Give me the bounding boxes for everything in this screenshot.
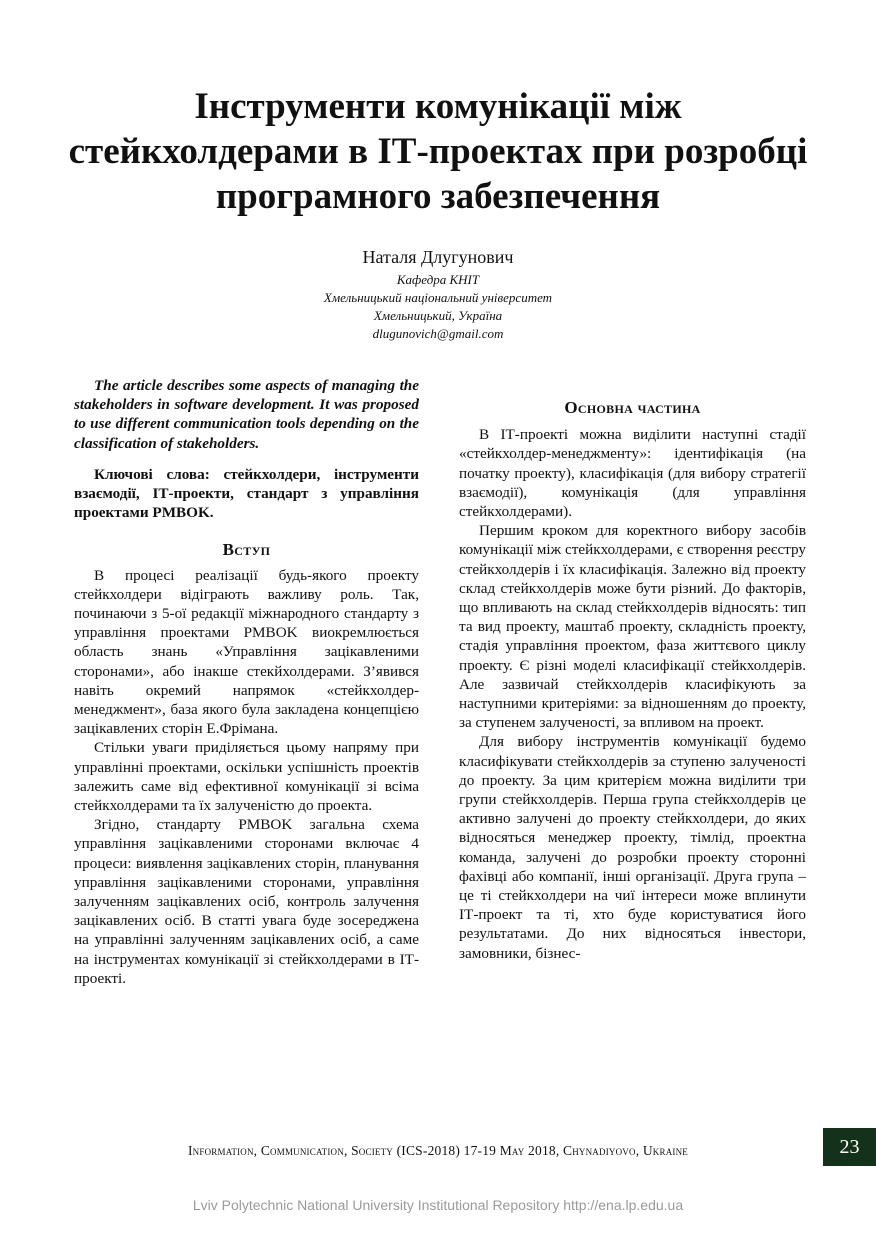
paragraph: Першим кроком для коректного вибору засобів комунікації між стейкхолдерами, є створення реєстру стейкхолдерів і їх класифікація. Залежно від проекту склад стейкхолдерів може бути різний. До факторів, що впливають на склад стейкхолдерів відносять: тип та вид проекту, маштаб проекту, складність проекту, стадія управління проектом, фаза життєвого циклу проекту. Є різні моделі класифікації стейкхолдерів. Але зазвичай стейкхолдерів класифікують за наступними критеріями: за відношенням до проекту, за ступенем залученості, за впливом на проект. — [459, 522, 806, 732]
right-column — [459, 398, 806, 963]
author-affiliation — [0, 271, 876, 343]
author-email: dlugunovich@gmail.com — [372, 326, 504, 341]
title-line: програмного забезпечення — [215, 176, 661, 217]
keywords: Ключові слова: стейкхолдери, інструменти взаємодії, ІТ-проекти, стандарт з управління проектами PMBOK. — [74, 465, 419, 522]
repository-watermark: Lviv Polytechnic National University Institutional Repository http://ena.lp.edu.ua — [192, 1197, 684, 1213]
abstract: The article describes some aspects of managing the stakeholders in software development. It was proposed to use different communication tools depending on the classification of stakeholders. — [74, 377, 419, 452]
paragraph: Згідно, стандарту PMBOK загальна схема управління зацікавленими сторонами включає 4 процеси: виявлення зацікавлених сторін, планування управління зацікавленими сторонами, управління залученням зацікавлених осіб, контроль залучення зацікавлених осіб. В статті увага буде зосереджена на управлінні залученням зацікавлених осіб, а саме на інструментах комунікації зі стейкхолдерами в ІТ-проекті. — [74, 816, 419, 987]
university: Хмельницький національний університет — [323, 290, 553, 305]
paragraph: Для вибору інструментів комунікації будемо класифікувати стейкхолдерів за ступеню залученості до проекту. За цим критерієм можна виділити три групи стейкхолдерів. Перша група стейкхолдерів це активно залучені до проекту стейкхолдери, до яких відносяться менеджер проекту, тімлід, проектна команда, залучені до розробки проекту сторонні фахівці або компанії, інші організації. Друга група – це ті стейкхолдери на чиї інтереси може вплинути ІТ-проект та ті, хто буде користуватися його результатами. До них відносяться інвестори, замовники, бізнес- — [459, 733, 806, 962]
section-heading-intro: Вступ — [222, 540, 271, 560]
location: Хмельницький, Україна — [373, 308, 503, 323]
conference-footer: Information, Communication, Society (ICS-2018) 17-19 May 2018, Chynadiyovo, Ukraine — [187, 1143, 689, 1158]
paragraph: В ІТ-проекті можна виділити наступні стадії «стейкхолдер-менеджменту»: ідентифікація (на початку проекту), класифікація (для вибору стратегії взаємодії), комунікація (для управління стейкхолдерами). — [459, 426, 806, 521]
author-name: Наталя Длугунович — [362, 247, 514, 267]
paragraph: Стільки уваги приділяється цьому напряму при управлінні проектами, оскільки успішність проектів залежить саме від ефективної комунікації зі всіма стейкхолдерами та їх залученістю до проекта. — [74, 739, 419, 815]
page-number-badge: 23 — [823, 1128, 876, 1166]
section-heading-main: Основна частина — [564, 398, 701, 417]
paragraph: В процесі реалізації будь-якого проекту стейкхолдери відіграють важливу роль. Так, починаючи з 5-ої редакції міжнародного стандарту з управління проектами PMBOK виокремлюється область знань «Управління зацікавленими сторонами», або інакше стекйхолдерами. З’явився навіть окремий напрямок «стейкхолдер-менеджмент», база якого була закладена концепцією зацікавлених сторін Е.Фрімана. — [74, 566, 419, 738]
title-line: Інструменти комунікації між — [194, 86, 682, 127]
left-column — [74, 376, 419, 988]
paper-title — [40, 84, 836, 219]
department: Кафедра КНІТ — [396, 272, 480, 287]
title-line: стейкхолдерами в ІТ-проектах при розробці — [68, 131, 808, 172]
